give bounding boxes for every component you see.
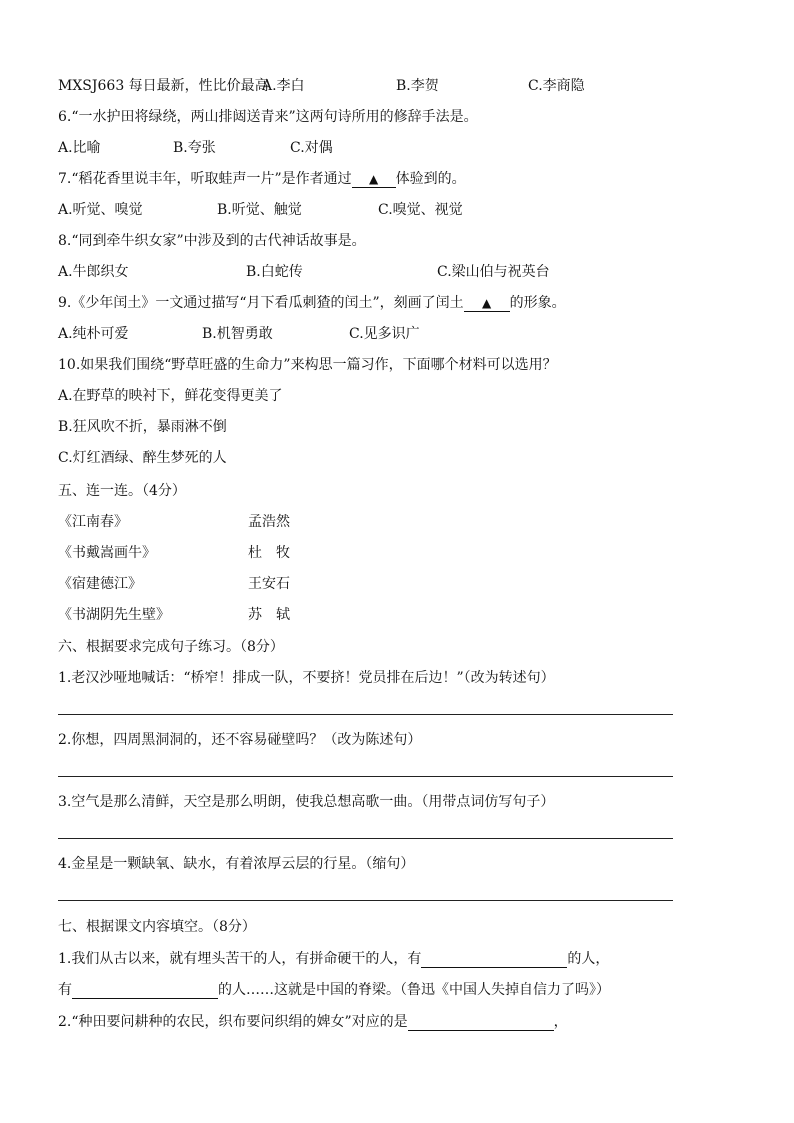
q10-option-c: C.灯红酒绿、醉生梦死的人: [58, 450, 227, 466]
s7-q2-text-end: ，: [553, 1014, 568, 1030]
s6-item-3: 3.空气是那么清鲜，天空是那么明朗，使我总想高歌一曲。（用带点词仿写句子）: [58, 794, 555, 810]
match-left-1[interactable]: 《江南春》: [58, 514, 128, 530]
s6-answer-line-4[interactable]: [58, 900, 673, 901]
match-left-2[interactable]: 《书戴嵩画牛》: [58, 545, 156, 561]
s7-q1-blank-1[interactable]: [421, 951, 567, 968]
q9-stem: [58, 294, 566, 312]
s7-q2-line: [58, 1013, 568, 1031]
q8-option-c: C.梁山伯与祝英台: [437, 264, 550, 280]
s7-q2-blank[interactable]: [408, 1014, 554, 1031]
q10-option-a: A.在野草的映衬下，鲜花变得更美了: [58, 388, 283, 404]
q7-stem-end: 体验到的。: [395, 171, 466, 187]
q7-stem: [58, 170, 466, 188]
q7-answer-blank[interactable]: [352, 171, 396, 188]
q5-option-b: B.李贺: [396, 78, 439, 94]
s7-q1-text-end: 的人……这就是中国的脊梁。（鲁迅《中国人失掉自信力了吗》）: [218, 982, 610, 998]
match-right-4[interactable]: 苏 轼: [248, 607, 290, 623]
section-7-heading: 七、根据课文内容填空。（8分）: [58, 919, 256, 935]
q9-option-a: A.纯朴可爱: [58, 326, 129, 342]
q8-stem: 8.“同到牵牛织女家”中涉及到的古代神话故事是。: [58, 233, 366, 249]
q10-stem: 10.如果我们围绕“野草旺盛的生命力”来构思一篇习作，下面哪个材料可以选用？: [58, 357, 557, 373]
q9-option-c: C.见多识广: [349, 326, 420, 342]
q7-triangle-mark: ▲: [369, 172, 379, 186]
section-5-heading: 五、连一连。（4分）: [58, 483, 186, 499]
s6-answer-line-2[interactable]: [58, 776, 673, 777]
s7-q1-line-1: [58, 950, 609, 968]
s6-item-4: 4.金星是一颗缺氧、缺水，有着浓厚云层的行星。（缩句）: [58, 856, 415, 872]
q9-stem-start: 9.《少年闰土》一文通过描写“月下看瓜刺猹的闰土”，刻画了闰土: [58, 295, 464, 311]
match-right-2[interactable]: 杜 牧: [248, 545, 290, 561]
s6-item-1: 1.老汉沙哑地喊话：“桥窄！排成一队，不要挤！党员排在后边！”（改为转述句）: [58, 670, 555, 686]
s6-item-2: 2.你想，四周黑洞洞的，还不容易碰壁吗？（改为陈述句）: [58, 732, 422, 748]
match-right-3[interactable]: 王安石: [248, 576, 290, 592]
match-left-4[interactable]: 《书湖阴先生壁》: [58, 607, 170, 623]
match-left-3[interactable]: 《宿建德江》: [58, 576, 142, 592]
q6-stem: 6.“一水护田将绿绕，两山排闼送青来”这两句诗所用的修辞手法是。: [58, 109, 478, 125]
q8-option-a: A.牛郎织女: [58, 264, 129, 280]
q10-option-b: B.狂风吹不折，暴雨淋不倒: [58, 419, 227, 435]
q5-prefix: MXSJ663 每日最新，性比价最高: [58, 78, 269, 94]
q9-triangle-mark: ▲: [482, 296, 492, 310]
q9-stem-end: 的形象。: [509, 295, 566, 311]
s7-q1-text-mid: 的人，: [567, 951, 610, 967]
q7-option-a: A.听觉、嗅觉: [58, 202, 143, 218]
section-6-heading: 六、根据要求完成句子练习。（8分）: [58, 639, 284, 655]
s7-q2-text: 2.“种田要问耕种的农民，织布要问织绢的婢女”对应的是: [58, 1014, 408, 1030]
q9-option-b: B.机智勇敢: [202, 326, 273, 342]
q5-option-c: C.李商隐: [528, 78, 585, 94]
s7-q1-text-start: 1.我们从古以来，就有埋头苦干的人，有拼命硬干的人，有: [58, 951, 422, 967]
match-right-1[interactable]: 孟浩然: [248, 514, 290, 530]
q9-answer-blank[interactable]: [464, 295, 510, 312]
s7-q1-blank-2[interactable]: [72, 982, 218, 999]
s6-answer-line-1[interactable]: [58, 714, 673, 715]
q7-option-c: C.嗅觉、视觉: [378, 202, 463, 218]
s7-q1-text-prefix: 有: [58, 982, 72, 998]
q8-option-b: B.白蛇传: [246, 264, 303, 280]
q5-option-a: A.李白: [262, 78, 305, 94]
s6-answer-line-3[interactable]: [58, 838, 673, 839]
q6-option-a: A.比喻: [58, 140, 101, 156]
q7-option-b: B.听觉、触觉: [217, 202, 302, 218]
s7-q1-line-2: [58, 981, 610, 999]
q7-stem-start: 7.“稻花香里说丰年，听取蛙声一片”是作者通过: [58, 171, 352, 187]
q6-option-c: C.对偶: [290, 140, 333, 156]
q6-option-b: B.夸张: [173, 140, 216, 156]
